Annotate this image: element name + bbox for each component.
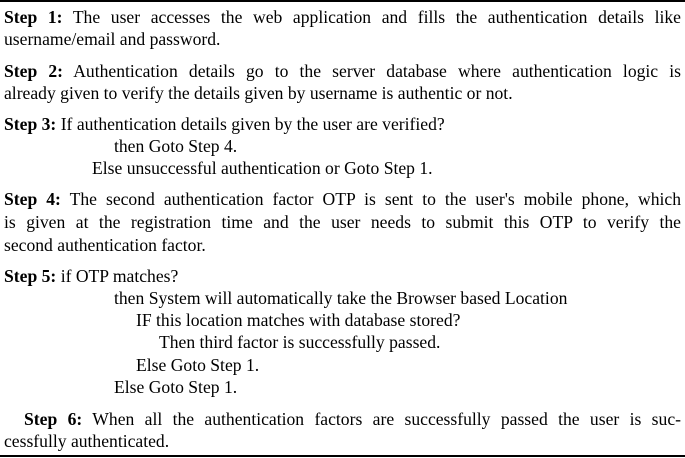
step-4-label: Step 4: [4, 189, 61, 209]
step-6-text-1: When all the authentication factors are successfully passed the user is suc- [92, 409, 681, 429]
step-4-line-2: is given at the registration time and the user needs to submit this OTP to verify the [4, 212, 681, 232]
step-5-inner-else: Else Goto Step 1. [136, 355, 260, 375]
step-3-else: Else unsuccessful authentication or Goto Step 1. [92, 158, 433, 178]
step-5-text-1: if OTP matches? [60, 266, 179, 286]
step-1-line-1 [4, 6, 681, 29]
step-2-label: Step 2: [4, 61, 64, 81]
step-3-then: then Goto Step 4. [114, 136, 238, 156]
step-5-line-1 [4, 265, 681, 288]
step-3-text-1: If authentication details given by the user are verified? [60, 114, 445, 134]
step-2-line-2: already given to verify the details given by username is authentic or not. [4, 83, 513, 103]
step-2-text-1: Authentication details go to the server database where authentication logic is [73, 61, 681, 81]
top-rule [0, 0, 685, 2]
step-4-text-1: The second authentication factor OTP is sent to the user's mobile phone, which [69, 189, 682, 209]
step-5-then: then System will automatically take the Browser based Location [114, 288, 568, 308]
step-3-label: Step 3: [4, 114, 57, 134]
bottom-rule [0, 455, 685, 457]
step-6-line-1 [24, 408, 681, 431]
step-1-label: Step 1: [4, 7, 63, 27]
step-5-label: Step 5: [4, 266, 57, 286]
step-5-if: IF this location matches with database stored? [136, 310, 461, 330]
step-1-text-1: The user accesses the web application and fills the authentication details like [72, 7, 681, 27]
step-1-line-2: username/email and password. [4, 29, 221, 49]
step-3-line-1 [4, 113, 681, 136]
step-2-line-1 [4, 60, 681, 83]
step-5-third-factor: Then third factor is successfully passed. [159, 332, 441, 352]
step-4-line-1 [4, 188, 681, 211]
step-5-outer-else: Else Goto Step 1. [114, 377, 238, 397]
step-6-line-2: cessfully authenticated. [4, 431, 170, 451]
step-4-line-3: second authentication factor. [4, 235, 206, 255]
step-6-label: Step 6: [24, 409, 83, 429]
